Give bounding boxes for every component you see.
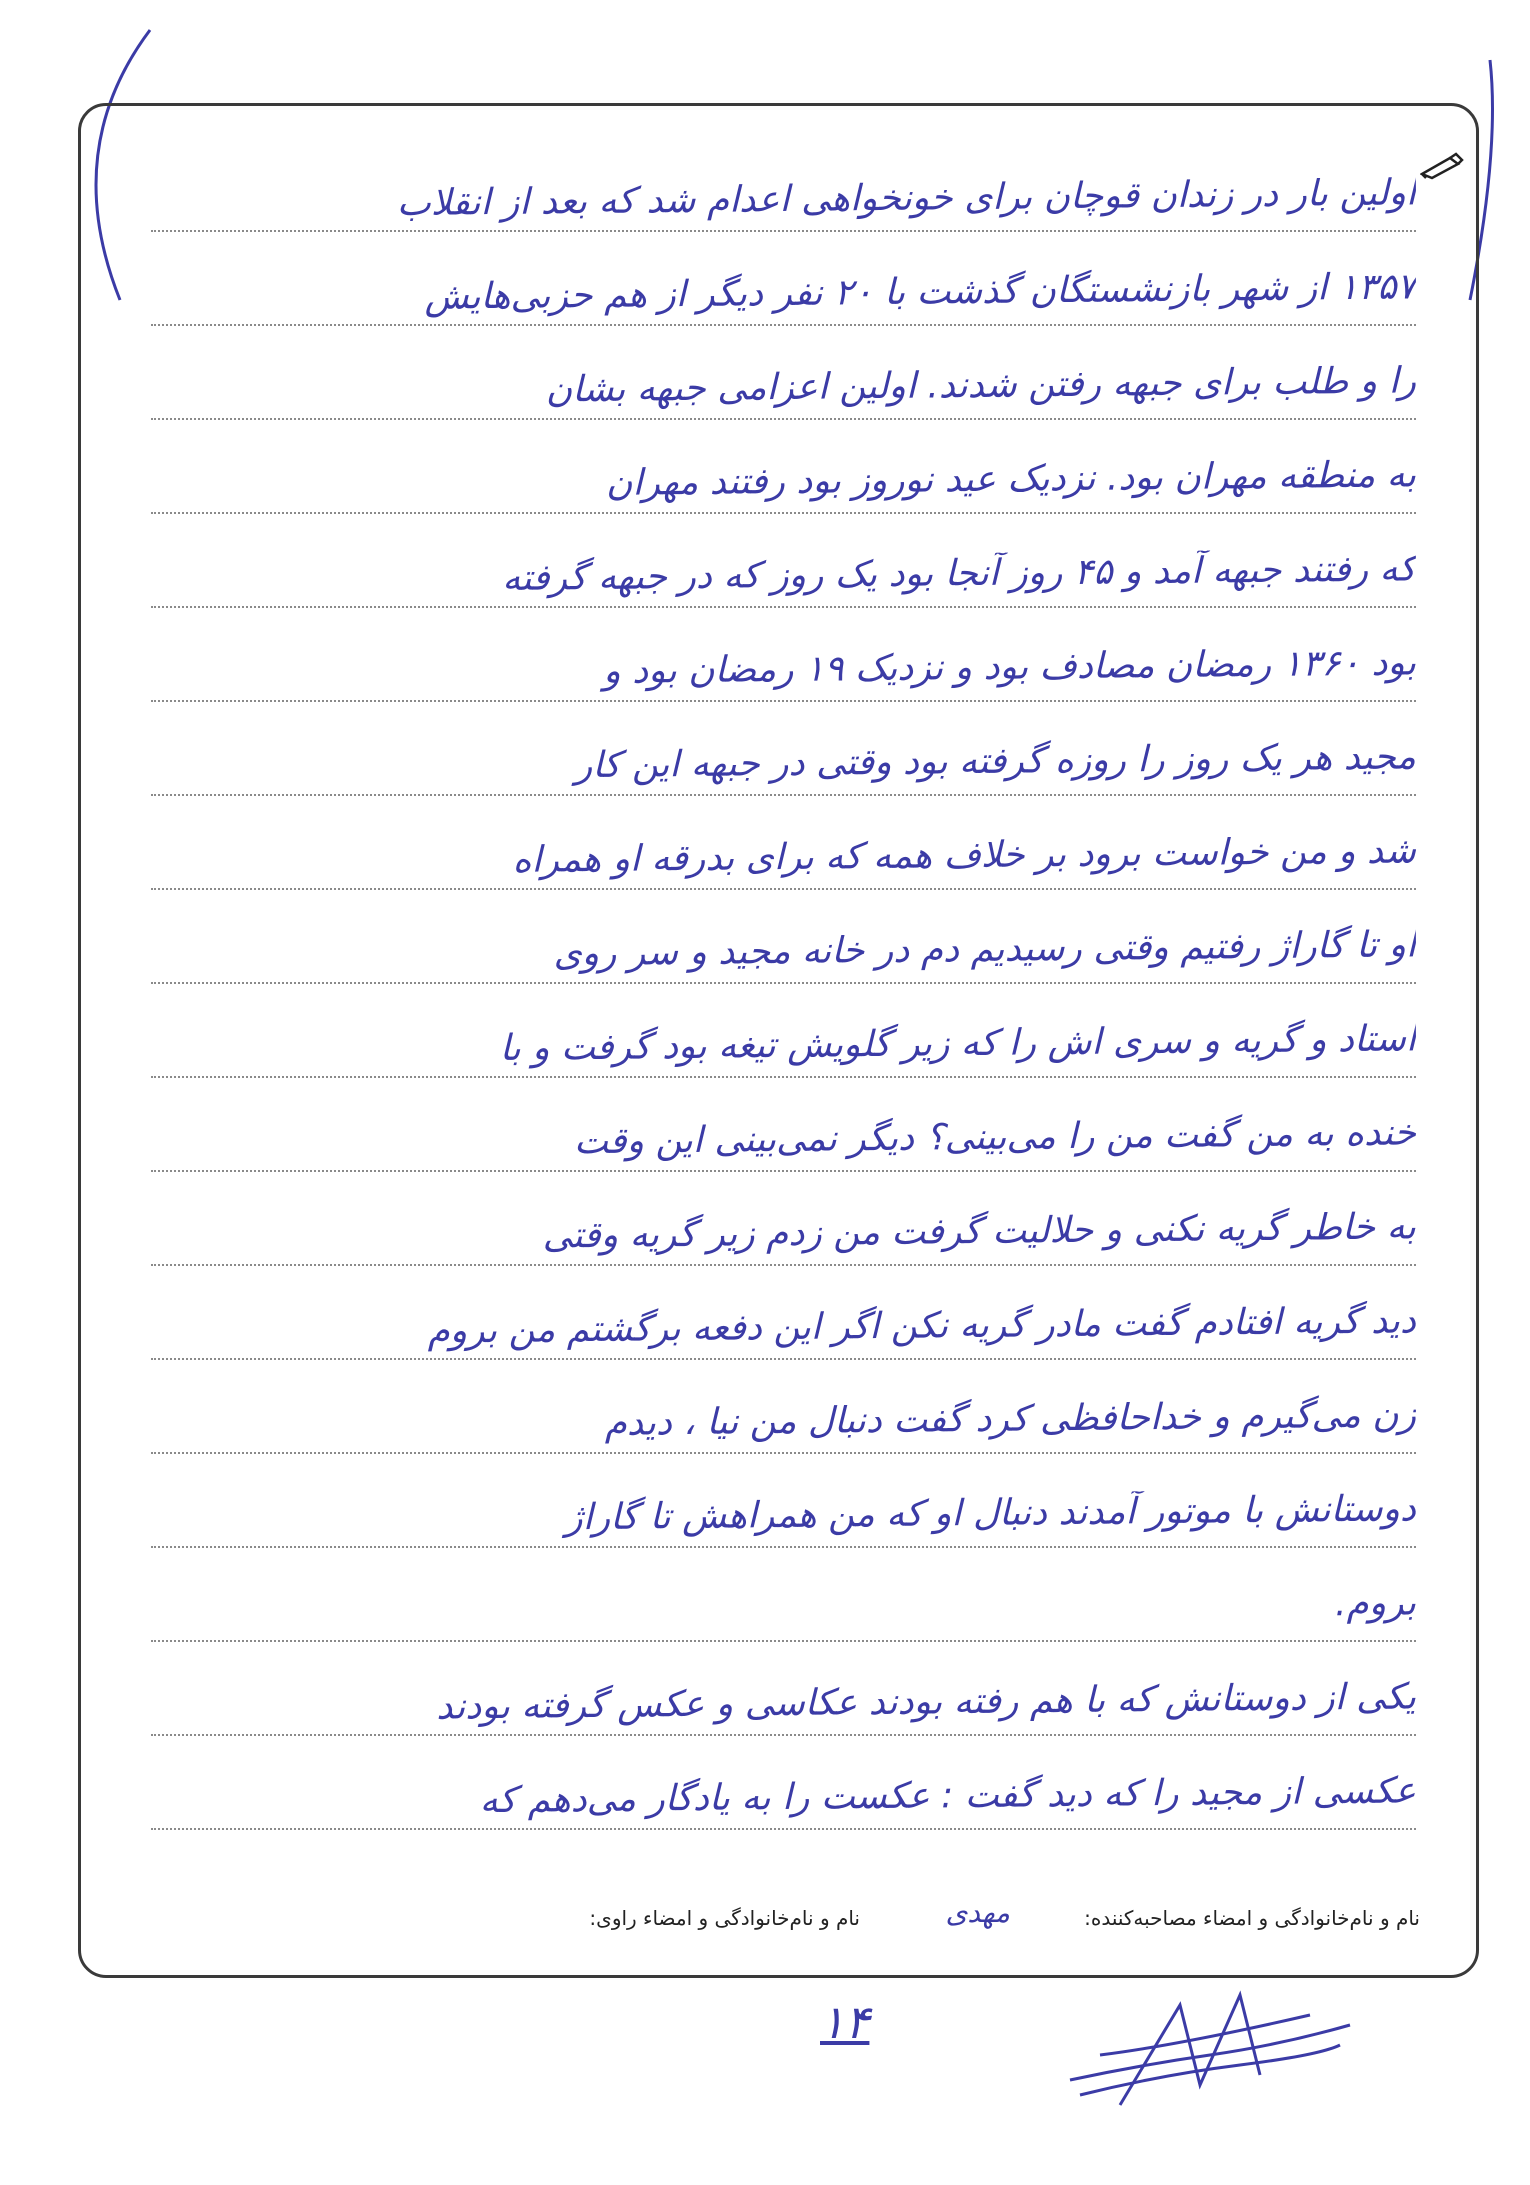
text-line [151,1358,1416,1454]
page-number: ۱۴ [820,1995,870,2049]
line-text: خنده به من گفت من را می‌بینی؟ دیگر نمی‌بینی این وقت [573,1112,1417,1163]
text-line [151,982,1416,1078]
text-line [151,1076,1416,1172]
text-line [151,606,1416,702]
text-line [151,794,1416,890]
text-line [151,418,1416,514]
line-text: دید گریه افتادم گفت مادر گریه نکن اگر این دفعه برگشتم من بروم [427,1300,1417,1352]
interviewer-label: نام و نام‌خانوادگی و امضاء مصاحبه‌کننده: [1084,1906,1420,1930]
line-text: ۱۳۵۷ از شهر بازنشستگان گذشت با ۲۰ نفر دیگر از هم حزبی‌هایش [424,266,1417,318]
line-text: عکسی از مجید را که دید گفت : عکست را به یادگار می‌دهم که [479,1770,1417,1822]
text-line [151,1264,1416,1360]
text-line [151,230,1416,326]
line-text: مجید هر یک روز را روزه گرفته بود وقتی در جبهه این کار [574,736,1417,787]
line-text: بروم. [1334,1582,1417,1625]
line-text: دوستانش با موتور آمدند دنبال او که من همراهش تا گاراژ [565,1488,1417,1539]
line-text: به منطقه مهران بود. نزدیک عید نوروز بود رفتند مهران [605,454,1417,504]
text-line [151,1546,1416,1642]
narrator-label: نام و نام‌خانوادگی و امضاء راوی: [589,1906,860,1930]
line-text: که رفتند جبهه آمد و ۴۵ روز آنجا بود یک روز که در جبهه گرفته [502,548,1417,599]
text-line [151,136,1416,232]
text-line [151,1640,1416,1736]
pen-icon [1420,152,1464,180]
line-text: زن می‌گیرم و خداحافظی کرد گفت دنبال من نیا ، دیدم [604,1394,1417,1444]
text-line [151,1734,1416,1830]
line-text: یکی از دوستانش که با هم رفته بودند عکاسی و عکس گرفته بودند [436,1676,1417,1728]
page-frame [78,103,1479,1978]
text-line [151,700,1416,796]
line-text: استاد و گریه و سری اش را که زیر گلویش تیغه بود گرفت و با [499,1018,1417,1069]
form-footer [110,1896,1420,1946]
text-line [151,888,1416,984]
signature [1060,1985,1360,2115]
interviewer-signature: مهدی [945,1896,1010,1929]
line-text: به خاطر گریه نکنی و حلالیت گرفت من زدم زیر گریه وقتی [542,1206,1417,1257]
line-text: بود ۱۳۶۰ رمضان مصادف بود و نزدیک ۱۹ رمضان بود و [603,642,1417,692]
text-line [151,324,1416,420]
text-line [151,1452,1416,1548]
text-line [151,512,1416,608]
line-text: او تا گاراژ رفتیم وقتی رسیدیم دم در خانه مجید و سر روی [553,924,1417,975]
line-text: اولین بار در زندان قوچان برای خونخواهی اعدام شد که بعد از انقلاب [396,172,1417,225]
handwritten-text-area [151,106,1416,1876]
line-text: شد و من خواست برود بر خلاف همه که برای بدرقه او همراه [512,830,1417,881]
line-text: را و طلب برای جبهه رفتن شدند. اولین اعزامی جبهه بشان [545,360,1417,411]
text-line [151,1170,1416,1266]
